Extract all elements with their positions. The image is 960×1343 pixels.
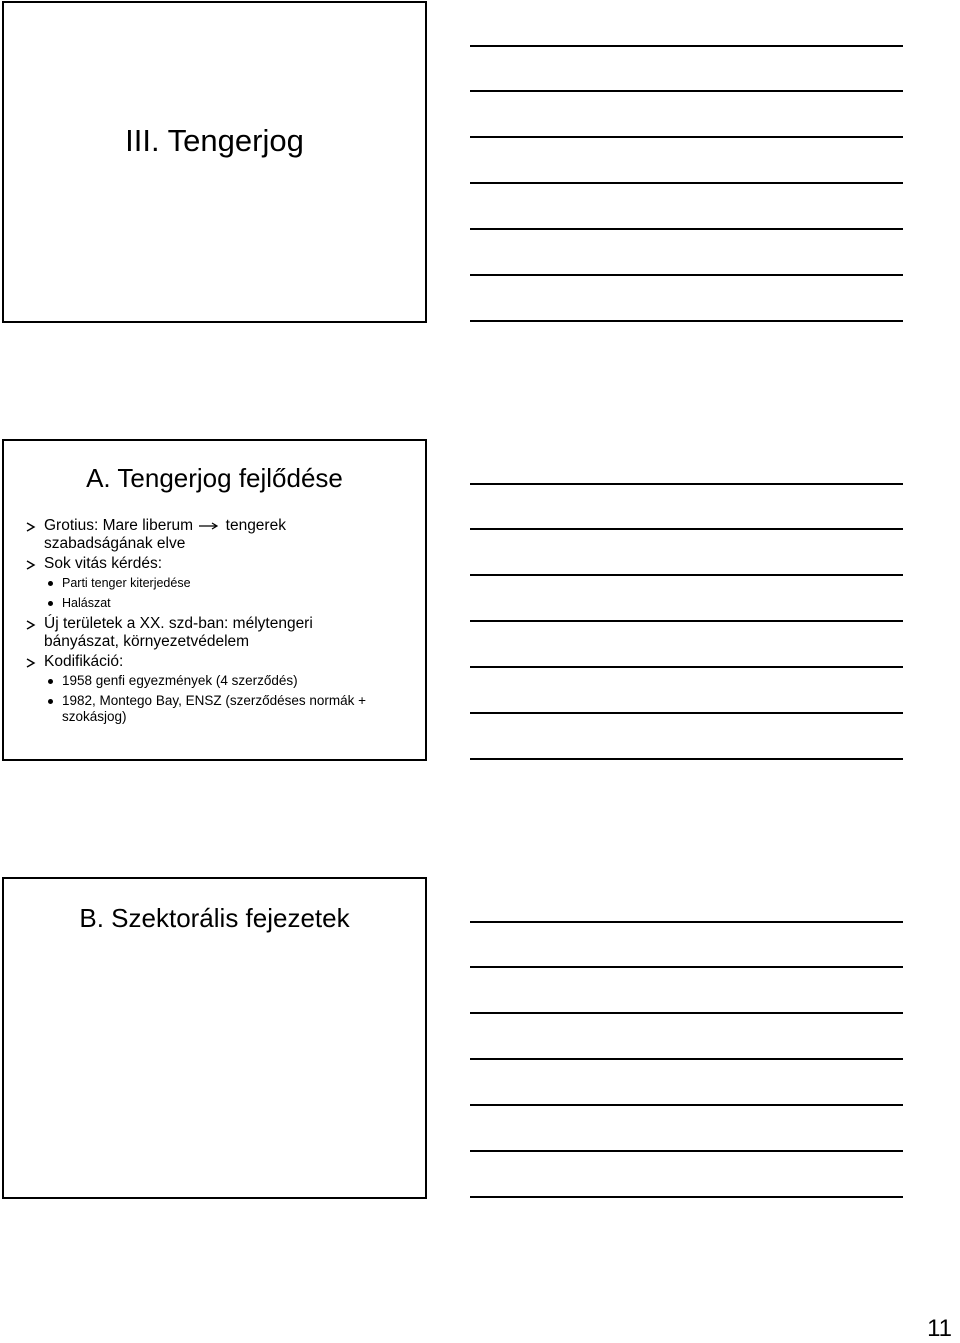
bullet-text: Kodifikáció:	[44, 653, 124, 670]
sub-bullet	[26, 673, 406, 689]
bullet-kodifikacio	[26, 653, 406, 671]
bullet-grotius	[26, 517, 406, 553]
arrow-bullet-icon	[26, 560, 36, 570]
slide-1	[2, 1, 427, 323]
note-line	[470, 758, 903, 760]
bullet-text: Grotius: Mare liberum	[44, 517, 194, 534]
note-line	[470, 1150, 903, 1152]
slide-2-title: A. Tengerjog fejlődése	[86, 463, 343, 493]
sub-bullet	[26, 595, 406, 611]
sub-bullet-text: 1982, Montego Bay, ENSZ (szerződéses normák +	[62, 693, 367, 708]
note-line	[470, 921, 903, 923]
slide-1-title: III. Tengerjog	[125, 123, 304, 158]
note-line	[470, 1196, 903, 1198]
note-line	[470, 90, 903, 92]
arrow-bullet-icon	[26, 658, 36, 668]
note-line	[470, 620, 903, 622]
bullet-text: Sok vitás kérdés:	[44, 555, 163, 572]
bullet-uj-teruletek	[26, 615, 406, 651]
sub-bullet	[26, 575, 406, 591]
slide-3-title: B. Szektorális fejezetek	[79, 903, 350, 933]
slide-3	[2, 877, 427, 1199]
note-line	[470, 1104, 903, 1106]
bullet-vitas	[26, 555, 406, 573]
sub-bullet-text: szokásjog)	[62, 709, 127, 724]
note-line	[470, 574, 903, 576]
dot-bullet-icon	[48, 679, 53, 684]
note-line	[470, 274, 903, 276]
note-line	[470, 45, 903, 47]
note-line	[470, 666, 903, 668]
note-line	[470, 228, 903, 230]
note-line	[470, 136, 903, 138]
arrow-bullet-icon	[26, 620, 36, 630]
sub-bullet	[26, 693, 406, 725]
dot-bullet-icon	[48, 581, 53, 586]
note-line	[470, 1058, 903, 1060]
bullet-text: tengerek	[225, 517, 286, 534]
page-number: 11	[927, 1315, 952, 1342]
sub-bullet-text: 1958 genfi egyezmények (4 szerződés)	[62, 673, 298, 688]
note-line	[470, 1012, 903, 1014]
note-line	[470, 320, 903, 322]
dot-bullet-icon	[48, 699, 53, 704]
slide-2-content	[26, 517, 406, 729]
arrow-bullet-icon	[26, 522, 36, 532]
bullet-text: bányászat, környezetvédelem	[44, 633, 250, 650]
note-line	[470, 483, 903, 485]
right-arrow-icon	[199, 522, 219, 530]
note-line	[470, 966, 903, 968]
slide-2	[2, 439, 427, 761]
sub-bullet-text: Parti tenger kiterjedése	[62, 576, 191, 590]
note-line	[470, 528, 903, 530]
dot-bullet-icon	[48, 601, 53, 606]
note-line	[470, 182, 903, 184]
bullet-text: szabadságának elve	[44, 535, 186, 552]
bullet-text: Új területek a XX. szd-ban: mélytengeri	[44, 615, 313, 632]
note-line	[470, 712, 903, 714]
sub-bullet-text: Halászat	[62, 596, 111, 610]
